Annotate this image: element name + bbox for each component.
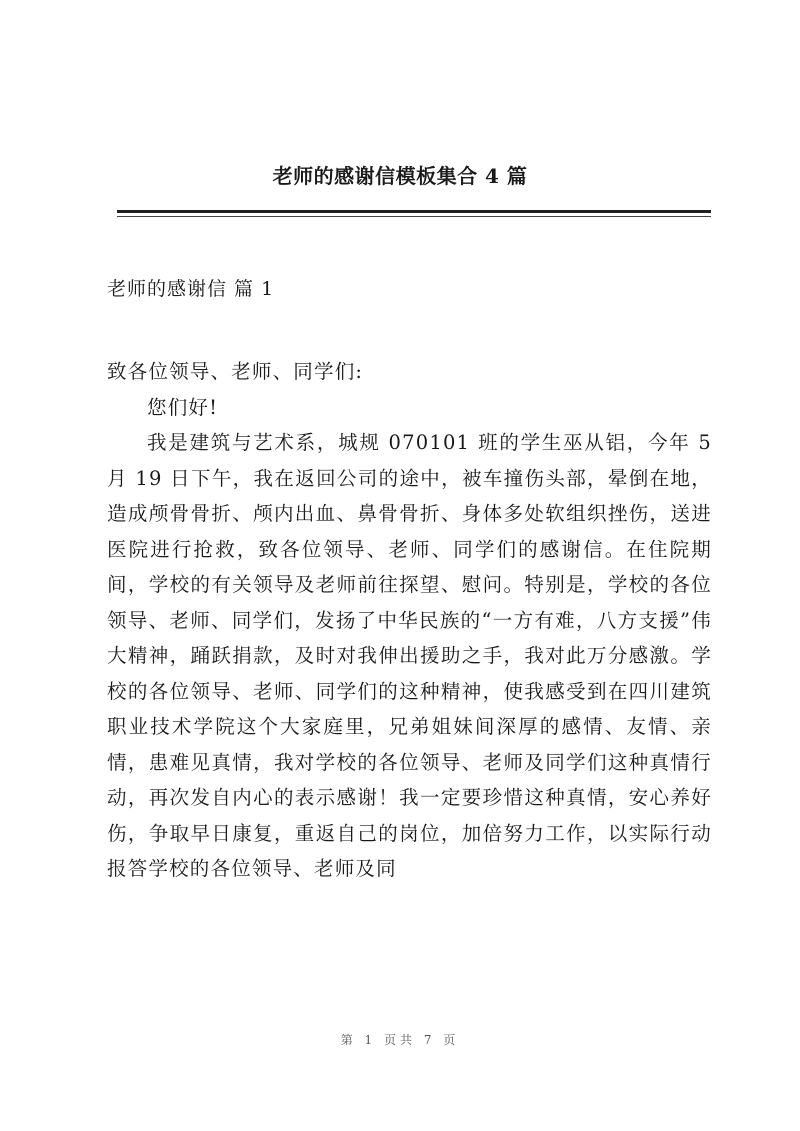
page-number-footer: 第 1 页共 7 页 [340, 1033, 460, 1047]
greeting: 您们好! [147, 395, 219, 419]
section-heading: 老师的感谢信 篇 1 [107, 278, 275, 300]
title-divider-thin [117, 216, 711, 217]
document-title: 老师的感谢信模板集合 4 篇 [272, 164, 528, 188]
body-paragraph: 我是建筑与艺术系，城规 070101 班的学生巫从铝，今年 5 月 19 日下午，我在返回公司的途中，被车撞伤头部，晕倒在地，造成颅骨骨折、颅内出血、鼻骨骨折、身体多处软组织挫伤，送进医院进行抢救，致各位领导、老师、同学们的感谢信。在住院期间，学校的有关领导及老师前往探望、慰问。特别是，学校的各位领导、老师、同学们，发扬了中华民族的“一方有难，八方支援”伟大精神，踊跃捐款，及时对我伸出援助之手，我对此万分感激。学校的各位领导、老师、同学们的这种精神，使我感受到在四川建筑职业技术学院这个大家庭里，兄弟姐妹间深厚的感情、友情、亲情，患难见真情，我对学校的各位领导、老师及同学们这种真情行动，再次发自内心的表示感谢！我一定要珍惜这种真情，安心养好伤，争取早日康复，重返自己的岗位，加倍努力工作，以实际行动报答学校的各位领导、老师及同 [107, 431, 712, 880]
title-divider-thick [117, 210, 711, 213]
salutation: 致各位领导、老师、同学们: [107, 360, 364, 383]
letter-body [107, 354, 712, 887]
